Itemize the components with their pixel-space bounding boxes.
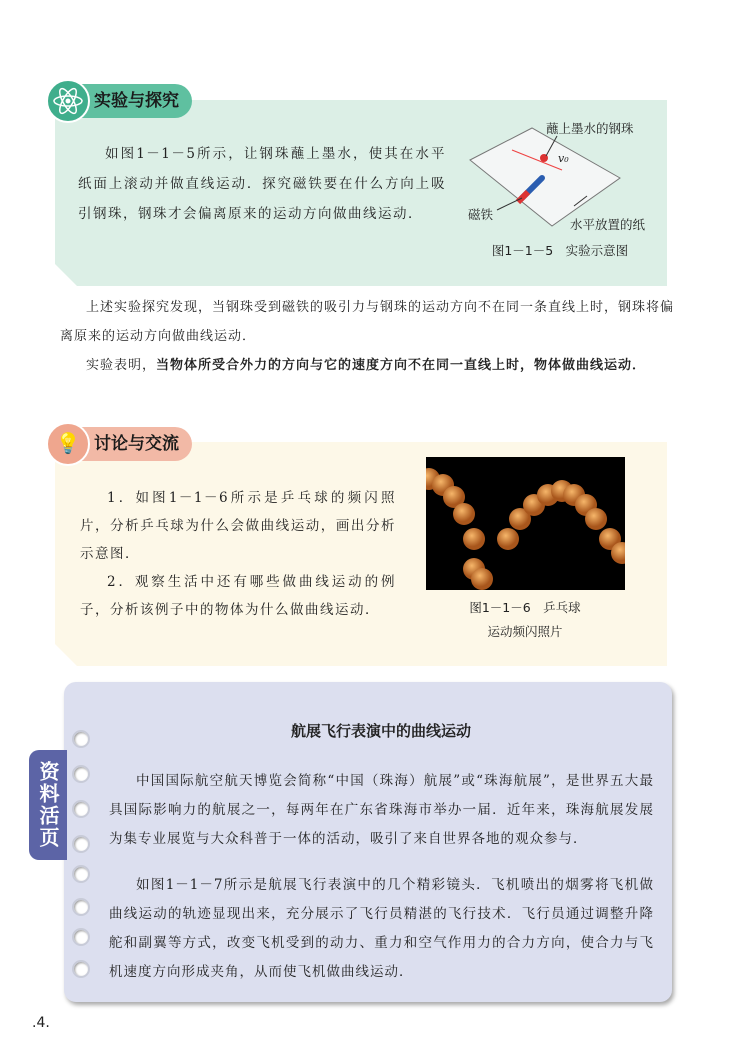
ping-pong-ball [453, 503, 475, 525]
experiment-text: 如图1－1－5所示，让钢珠蘸上墨水，使其在水平纸面上滚动并做直线运动．探究磁铁要在什么方向上吸引钢珠，钢珠才会偏离原来的运动方向做曲线运动． [78, 146, 446, 222]
body-paragraph-1: 上述实验探究发现，当钢珠受到磁铁的吸引力与钢珠的运动方向不在同一条直线上时，钢珠将偏离原来的运动方向做曲线运动． [60, 300, 675, 344]
binder-ring [72, 730, 90, 748]
material-title: 航展飞行表演中的曲线运动 [290, 722, 471, 740]
binder-ring [72, 960, 90, 978]
figure-1-1-6-caption-line1: 图1－1－6 乒乓球 [469, 600, 581, 615]
discussion-question-2: 2．观察生活中还有哪些做曲线运动的例子，分析该例子中的物体为什么做曲线运动． [80, 574, 396, 618]
material-paragraph-2: 如图1－1－7所示是航展飞行表演中的几个精彩镜头．飞机喷出的烟雾将飞机做曲线运动的轨迹显现出来，充分展示了飞行员精湛的飞行技术．飞行员通过调整升降舵和副翼等方式，改变飞机受到的动力、重力和空气作用力的合力方向，使合力与飞机速度方向形成夹角，从而使飞机做曲线运动． [109, 877, 654, 980]
experiment-figure [462, 118, 646, 238]
binder-ring [72, 865, 90, 883]
label-ink-ball: 蘸上墨水的钢珠 [546, 121, 634, 136]
material-paragraph-1: 中国国际航空航天博览会简称“中国（珠海）航展”或“珠海航展”，是世界五大最具国际影响力的航展之一，每两年在广东省珠海市举办一届．近年来，珠海航展发展为集专业展览与大众科普于一体的活动，吸引了来自世界各地的观众参与． [109, 773, 654, 847]
binder-ring [72, 898, 90, 916]
experiment-heading: 实验与探究 [50, 84, 192, 118]
label-magnet: 磁铁 [468, 207, 494, 222]
label-v0: v₀ [558, 152, 569, 165]
page-number: .4. [32, 1015, 50, 1031]
ping-pong-ball [497, 528, 519, 550]
figure-1-1-5-caption: 图1－1－5 实验示意图 [491, 243, 629, 258]
label-paper: 水平放置的纸 [570, 217, 646, 232]
discussion-heading: 💡 讨论与交流 [50, 427, 192, 461]
figure-1-1-6-caption-line2: 运动频闪照片 [487, 624, 563, 639]
binder-ring [72, 835, 90, 853]
binder-ring [72, 800, 90, 818]
lightbulb-icon: 💡 [46, 422, 90, 466]
binder-ring [72, 928, 90, 946]
ping-pong-photo [426, 457, 625, 590]
material-tab: 资料活页 [29, 750, 67, 860]
discussion-question-1: 1．如图1－1－6所示是乒乓球的频闪照片，分析乒乓球为什么会做曲线运动，画出分析示意图． [80, 490, 396, 562]
ping-pong-ball [463, 528, 485, 550]
ping-pong-ball [585, 508, 607, 530]
atom-icon [46, 79, 90, 123]
key-conclusion: 当物体所受合外力的方向与它的速度方向不在同一直线上时，物体做曲线运动． [156, 358, 647, 373]
binder-ring [72, 765, 90, 783]
body-paragraph-2: 实验表明，当物体所受合外力的方向与它的速度方向不在同一直线上时，物体做曲线运动． [86, 358, 647, 373]
ping-pong-ball [471, 568, 493, 590]
